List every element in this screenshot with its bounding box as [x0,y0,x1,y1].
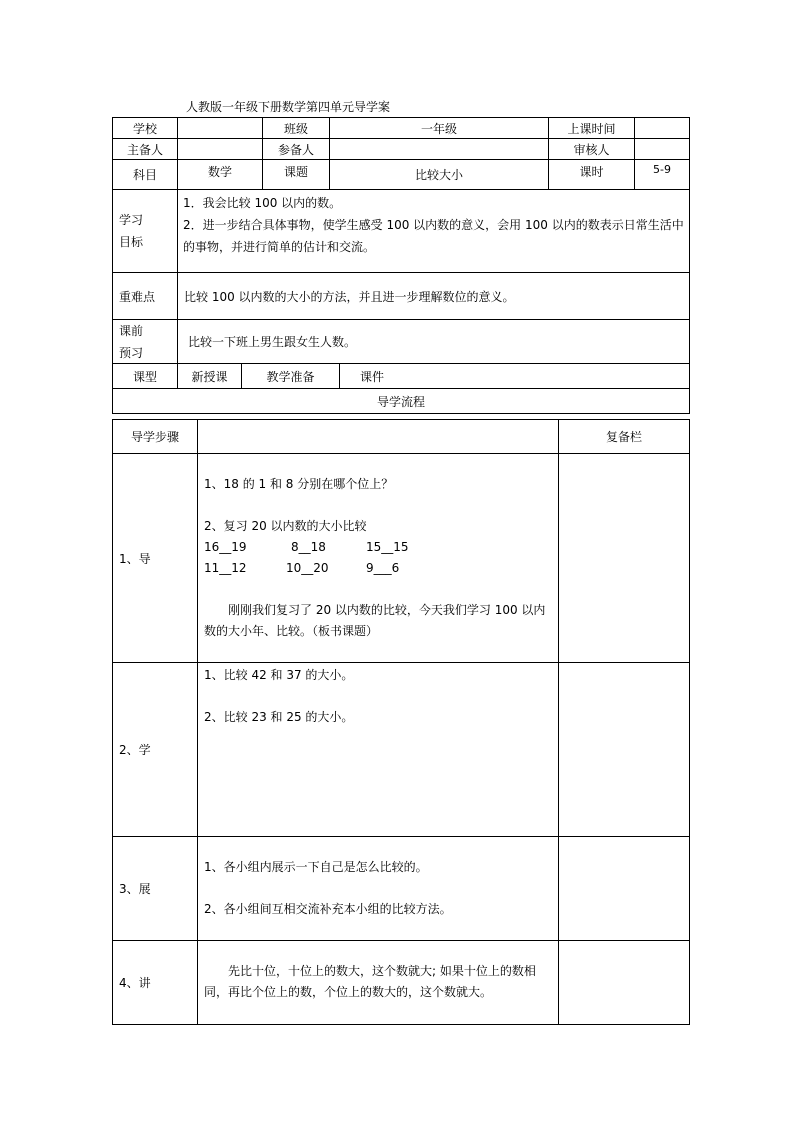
column-header-notes: 复备栏 [559,420,690,453]
teaching-prep-label: 教学准备 [242,364,340,388]
teaching-prep-value: 课件 [340,364,690,388]
lesson-type-row [113,363,690,388]
time-value[interactable] [635,118,690,138]
time-label: 上课时间 [549,118,635,138]
comparison-item: 8__18 [291,540,326,554]
step3-question-2: 2、各小组间互相交流补充本小组的比较方法。 [204,902,452,916]
step2-question-1: 1、比较 42 和 37 的大小。 [204,668,354,682]
class-value[interactable]: 一年级 [330,118,549,138]
comparison-item: 15__15 [366,540,409,554]
comparison-item: 11__12 [204,561,247,575]
goals-label-line1: 学习 [119,213,144,227]
comparison-item: 10__20 [286,561,329,575]
goals-label-line2: 目标 [119,235,144,249]
goal-item: 1．我会比较 100 以内的数。 [183,196,342,210]
preview-label-line2: 预习 [119,345,144,360]
flow-title: 导学流程 [113,389,690,413]
preview-label-line1: 课前 [119,323,144,338]
goal-item: 2．进一步结合具体事物，使学生感受 100 以内数的意义，会用 100 以内的数表示日常生活中的事物，并进行简单的估计和交流。 [183,218,684,254]
column-header-steps: 导学步骤 [113,420,198,453]
column-header-content [198,420,559,453]
step-label-4: 4、讲 [113,941,198,1024]
subject-value[interactable]: 数学 [178,160,263,189]
step1-question-2: 2、复习 20 以内数的大小比较 [204,519,367,533]
co-preparer-label: 参备人 [263,139,330,159]
flow-title-row [113,388,690,414]
step-label-2: 2、学 [113,663,198,836]
key-points-row [113,272,690,319]
step-content-4 [198,941,559,1024]
step-row-2 [113,662,690,836]
goals-label [113,190,178,272]
step-label-3: 3、展 [113,837,198,940]
step-row-4 [113,940,690,1025]
co-preparer-value[interactable] [330,139,549,159]
info-row-1 [113,117,690,138]
topic-label: 课题 [263,160,330,189]
main-preparer-label: 主备人 [113,139,178,159]
comparison-row-2 [204,558,552,579]
school-value[interactable] [178,118,263,138]
goals-row [113,189,690,272]
reviewer-label: 审核人 [549,139,635,159]
class-label: 班级 [263,118,330,138]
step-notes-3[interactable] [559,837,690,940]
key-points-label: 重难点 [113,273,178,319]
info-row-2 [113,138,690,159]
goals-content [178,190,690,272]
subject-label: 科目 [113,160,178,189]
preview-text: 比较一下班上男生跟女生人数。 [178,320,690,363]
period-value[interactable]: 5-9 [635,160,690,189]
step1-question-1: 1、18 的 1 和 8 分别在哪个位上？ [204,477,394,491]
period-label: 课时 [549,160,635,189]
lesson-type-value: 新授课 [178,364,242,388]
step-label-1: 1、导 [113,454,198,662]
comparison-item: 16__19 [204,540,247,554]
lesson-info-table [112,117,690,414]
step-content-3 [198,837,559,940]
topic-value[interactable]: 比较大小 [330,160,549,189]
lesson-type-label: 课型 [113,364,178,388]
step-content-1 [198,454,559,662]
key-points-text: 比较 100 以内数的大小的方法，并且进一步理解数位的意义。 [178,273,690,319]
school-label: 学校 [113,118,178,138]
step-notes-2[interactable] [559,663,690,836]
step-notes-1[interactable] [559,454,690,662]
step2-question-2: 2、比较 23 和 25 的大小。 [204,710,354,724]
learning-flow-table [112,419,690,1025]
flow-header-row [113,419,690,453]
step3-question-1: 1、各小组内展示一下自己是怎么比较的。 [204,860,428,874]
step-notes-4[interactable] [559,941,690,1024]
reviewer-value[interactable] [635,139,690,159]
page-title: 人教版一年级下册数学第四单元导学案 [186,100,391,114]
preview-row [113,319,690,363]
comparison-item: 9___6 [366,561,400,575]
step-content-2 [198,663,559,836]
info-row-3 [113,159,690,189]
step4-explanation: 先比十位，十位上的数大，这个数就大; 如果十位上的数相同，再比个位上的数，个位上的数大的，这个数就大。 [204,964,536,999]
preview-label [113,320,178,363]
comparison-row-1 [204,537,552,558]
step1-intro: 刚刚我们复习了 20 以内数的比较，今天我们学习 100 以内数的大小年、比较。（板书课题） [204,603,546,638]
step-row-1 [113,453,690,662]
step-row-3 [113,836,690,940]
main-preparer-value[interactable] [178,139,263,159]
